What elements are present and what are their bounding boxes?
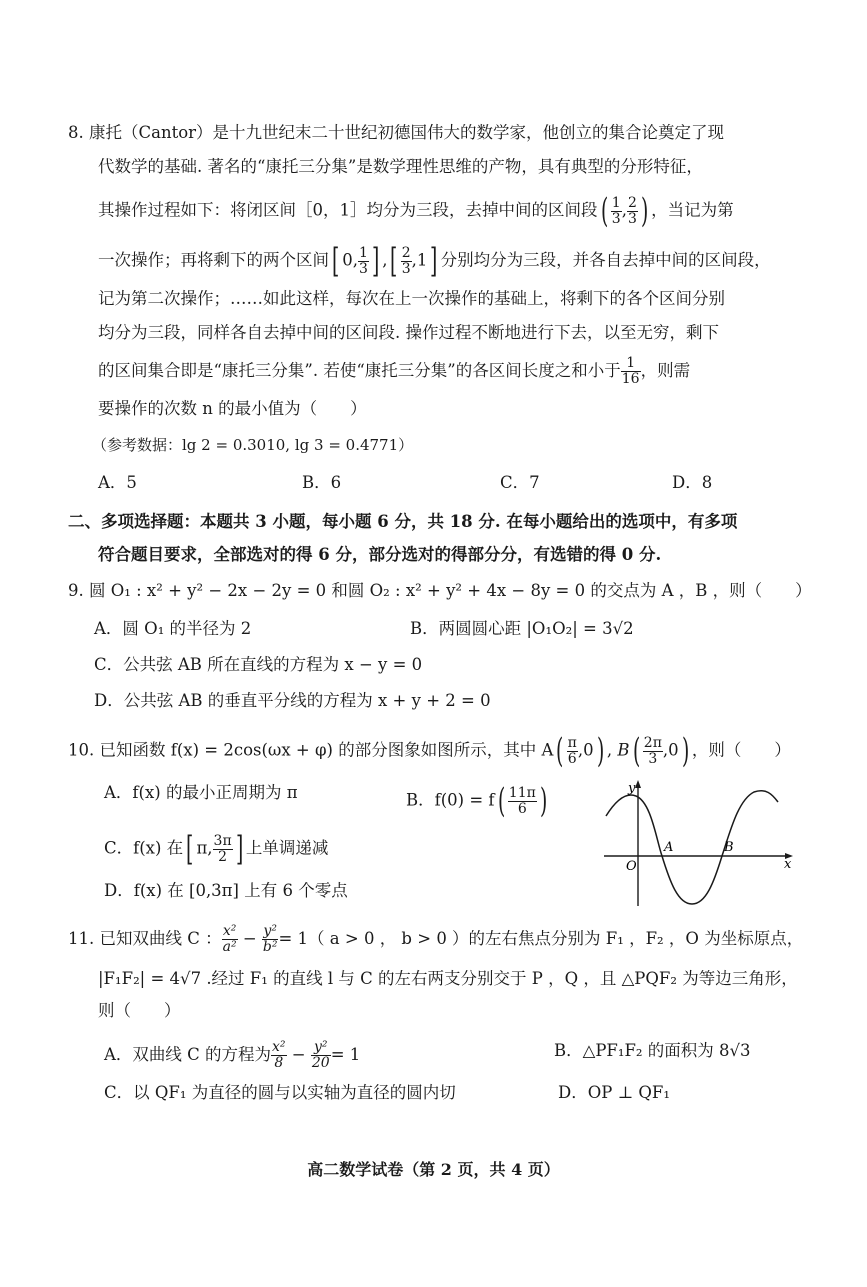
q9-option-c[interactable]: C．公共弦 AB 所在直线的方程为 x − y = 0: [94, 655, 423, 674]
q11-stem-line1: 11. 已知双曲线 C ： $\frac{\text{x²}}{\text{a²}}$ − $\frac{\text{y²}}{\text{b²}}$ = 1（ a > 0 ， b > 0 ）的左右焦点分别为 F₁ ，F₂ ，O 为坐标原点，: [68, 923, 804, 955]
q8-option-a[interactable]: A．5: [98, 473, 137, 492]
q8-line2: 代数学的基础. 著名的“康托三分集”是数学理性思维的产物，具有典型的分形特征，: [98, 157, 703, 176]
q9-option-d[interactable]: D．公共弦 AB 的垂直平分线的方程为 x + y + 2 = 0: [94, 691, 491, 710]
graph-origin-label: O: [626, 859, 637, 874]
graph-y-label: y: [628, 781, 636, 796]
q8-option-c[interactable]: C．7: [500, 473, 540, 492]
page-footer: 高二数学试卷（第 2 页，共 4 页）: [307, 1160, 560, 1179]
q8-reference: （参考数据：lg 2 = 0.3010, lg 3 = 0.4771）: [92, 436, 414, 454]
q8-option-b[interactable]: B．6: [302, 473, 342, 492]
q8-line8: 要操作的次数 n 的最小值为（ ）: [98, 399, 367, 418]
q10-stem: 10. 已知函数 f(x) = 2cos(ωx + φ) 的部分图象如图所示，其中 A( $\frac{\pi}{6}$ ,0) , B( $\frac{2\pi}{3}$ ,0) ，则（ ）: [68, 731, 791, 771]
q11-stem-line3: 则（ ）: [98, 1001, 181, 1020]
q8-line5: 记为第二次操作；……如此这样，每次在上一次操作的基础上，将剩下的各个区间分别: [98, 289, 725, 308]
q8-line6: 均分为三段，同样各自去掉中间的区间段. 操作过程不断地进行下去，以至无穷，剩下: [98, 323, 719, 342]
q11-option-a[interactable]: A．双曲线 C 的方程为 $\frac{\text{x²}}{8}$ − $\frac{\text{y²}}{20}$ = 1: [104, 1039, 361, 1071]
graph-point-b-label: B: [724, 840, 734, 855]
q11-option-c[interactable]: C．以 QF₁ 为直径的圆与以实轴为直径的圆内切: [104, 1083, 456, 1102]
section2-heading-line1: 二、多项选择题：本题共 3 小题，每小题 6 分，共 18 分. 在每小题给出的选项中，有多项: [68, 512, 738, 531]
q9-option-b[interactable]: B．两圆圆心距 |O₁O₂| = 3√2: [410, 619, 634, 638]
q8-option-d[interactable]: D．8: [672, 473, 713, 492]
q8-line7: 的区间集合即是“康托三分集”. 若使“康托三分集”的各区间长度之和小于 $\frac{1}{16}$ ，则需: [98, 355, 691, 387]
q11-stem-line2: |F₁F₂| = 4√7 .经过 F₁ 的直线 l 与 C 的左右两支分别交于 P ，Q ，且 △PQF₂ 为等边三角形，: [98, 969, 798, 988]
q9-stem: 9. 圆 O₁ : x² + y² − 2x − 2y = 0 和圆 O₂ : x² + y² + 4x − 8y = 0 的交点为 A ，B ，则（ ）: [68, 581, 812, 600]
q8-line3: 其操作过程如下：将闭区间［0，1］均分为三段，去掉中间的区间段( $\frac{1}{3}$ , $\frac{2}{3}$ ) ，当记为第: [98, 191, 734, 231]
section2-heading-line2: 符合题目要求，全部选对的得 6 分，部分选对的得部分分，有选错的得 0 分.: [98, 545, 662, 564]
cosine-graph: [596, 778, 796, 910]
q11-option-d[interactable]: D．OP ⊥ QF₁: [558, 1083, 670, 1102]
q8-line4: 一次操作；再将剩下的两个区间[ 0, $\frac{1}{3}$ ] ,[ $\frac{2}{3}$ ,1] 分别均分为三段，并各自去掉中间的区间段，: [98, 241, 771, 281]
graph-point-a-label: A: [664, 840, 674, 855]
q8-line1: 8. 康托（Cantor）是十九世纪末二十世纪初德国伟大的数学家，他创立的集合论奠定了现: [68, 123, 725, 142]
q11-option-b[interactable]: B．△PF₁F₂ 的面积为 8√3: [554, 1041, 751, 1060]
q9-option-a[interactable]: A．圆 O₁ 的半径为 2: [94, 619, 252, 638]
q10-option-d[interactable]: D．f(x) 在 [0,3π] 上有 6 个零点: [104, 881, 348, 900]
q10-option-a[interactable]: A．f(x) 的最小正周期为 π: [104, 783, 298, 802]
q10-option-b[interactable]: B．f(0) = f( $\frac{11\pi}{6}$ ): [406, 781, 548, 821]
q10-option-c[interactable]: C．f(x) 在[ π, $\frac{3\pi}{2}$ ] 上单调递减: [104, 829, 329, 869]
graph-x-label: x: [784, 857, 792, 872]
